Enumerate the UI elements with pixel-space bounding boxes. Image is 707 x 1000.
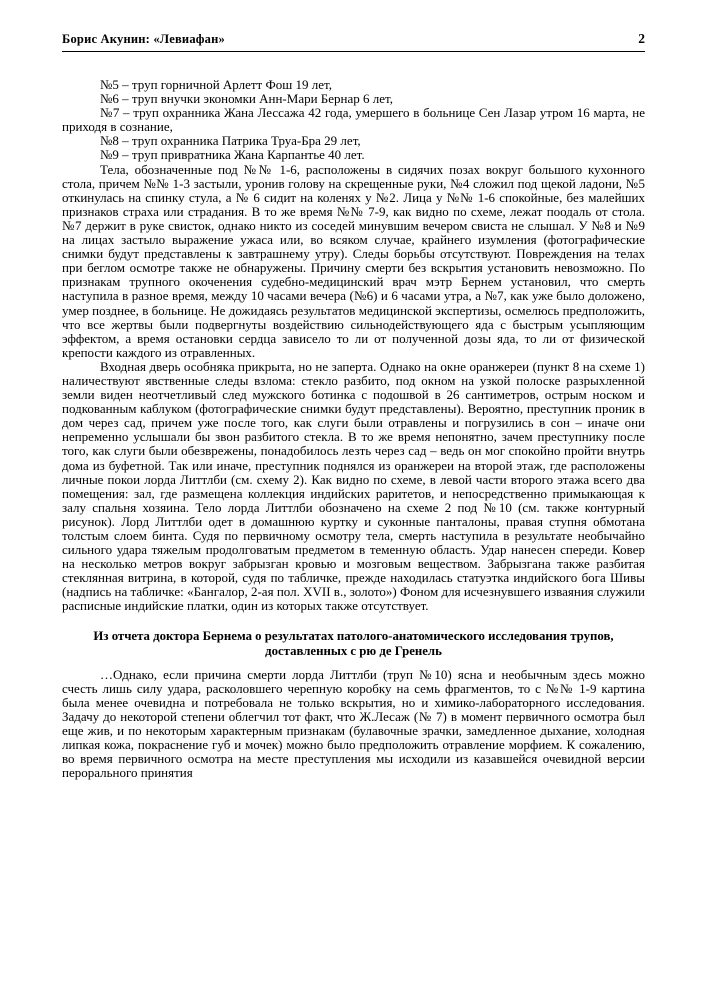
section-heading: Из отчета доктора Бернема о результатах патолого-анатомического исследования трупов, доставленных с рю де Гренель — [93, 628, 614, 658]
victim-list-item-5: №5 – труп горничной Арлетт Фош 19 лет, — [100, 77, 332, 92]
paragraph-crime-scene: Входная дверь особняка прикрыта, но не заперта. Однако на окне оранжереи (пункт 8 на схеме 1) наличествуют явственные следы взлома: стекло разбито, под окном на узкой полоске разрыхленной земли виден неотчетливый след мужского ботинка с подошвой в 26 сантиметров, острым носком и подкованным каблуком (фотографические снимки будут представлены). Вероятно, преступник проник в дом через сад, причем уже после того, как слуги были отравлены и погрузились в сон – иначе они непременно услышали бы звон разбитого стекла. В то же время непонятно, зачем преступнику после того, как слуги были обезврежены, понадобилось лезть через сад – ведь он мог спокойно пройти внутрь дома из буфетной. Так или иначе, преступник поднялся из оранжереи на второй этаж, где расположены личные покои лорда Литтлби (см. схему 2). Как видно по схеме, в левой части второго этажа всего два помещения: зал, где размещена коллекция индийских раритетов, и непосредственно примыкающая к залу спальня хозяина. Тело лорда Литтлби обозначено на схеме 2 под №10 (см. также контурный рисунок). Лорд Литтлби одет в домашнюю куртку и суконные панталоны, правая ступня обмотана толстым слоем бинта. Судя по первичному осмотру тела, смерть наступила в результате необычайно сильного удара тяжелым продолговатым предметом в теменную область. Удар нанесен спереди. Ковер на несколько метров вокруг забрызган кровью и мозговым веществом. Забрызгана также разбитая стеклянная витрина, в которой, судя по табличке, прежде находилась статуэтка индийского бога Шивы (надпись на табличке: «Бангалор, 2-ая пол. XVII в., золото») Фоном для исчезнувшего изваяния служили расписные индийские платки, один из которых также отсутствует. — [62, 358, 645, 614]
victim-list-item-8: №8 – труп охранника Патрика Труа-Бра 29 лет, — [100, 133, 361, 149]
page-number: 2 — [638, 31, 645, 46]
header-rule — [62, 51, 645, 52]
victim-list-item-6: №6 – труп внучки экономки Анн-Мари Бернар 6 лет, — [100, 91, 393, 107]
victim-list-item-9: №9 – труп привратника Жана Карпантье 40 лет. — [100, 147, 365, 163]
paragraph-bodies-description: Тела, обозначенные под №№ 1-6, расположены в сидячих позах вокруг большого кухонного стола, причем №№ 1-3 застыли, уронив голову на скрещенные руки, №4 сложил под щекой ладони, №5 откинулась на спинку стула, а № 6 сидит на коленях у №2. Лица у №№ 1-6 спокойные, без малейших признаков страха или страдания. В то же время №№ 7-9, как видно по схеме, лежат поодаль от стола. №7 держит в руке свисток, однако никто из соседей минувшим вечером свиста не слышал. У №8 и №9 на лицах застыло выражение ужаса или, во всяком случае, крайнего изумления (фотографические снимки будут представлены к завтрашнему утру). Следы борьбы отсутствуют. Повреждения на телах при беглом осмотре также не обнаружены. Причину смерти без вскрытия установить невозможно. По признакам трупного окоченения судебно-медицинский врач мэтр Бернем установил, что смерть наступила в разное время, между 10 часами вечера (№6) и 6 часами утра, а №7, как уже было доложено, умер позднее, в больнице. Не дожидаясь результатов медицинской экспертизы, осмелюсь предположить, что все жертвы были подвергнуты воздействию сильнодействующего яда с быстрым усыпляющим эффектом, а время остановки сердца зависело то ли от полученной дозы яда, то ли от физической крепости каждого из отравленных. — [62, 161, 645, 360]
page-header — [62, 32, 645, 46]
victim-list-item-7: №7 – труп охранника Жана Лессажа 42 года, умершего в больнице Сен Лазар утром 16 марта, не приходя в сознание, — [62, 105, 645, 135]
book-title: Борис Акунин: «Левиафан» — [62, 32, 225, 46]
paragraph-autopsy-report: …Однако, если причина смерти лорда Литтлби (труп №10) ясна и необычным здесь можно счесть лишь силу удара, расколовшего черепную коробку на семь фрагментов, то с №№ 1-9 картина была менее очевидна и потребовала не только вскрытия, но и химико-лабораторного исследования. Задачу до некоторой степени облегчил тот факт, что Ж.Лесаж (№ 7) в момент первичного осмотра был еще жив, и по некоторым характерным признакам (булавочные зрачки, замедленное дыхание, холодная липкая кожа, покраснение губ и мочек) можно было предположить отравление морфием. К сожалению, во время первичного осмотра на месте преступления мы исходили из казавшейся очевидной версии перорального принятия — [62, 666, 645, 781]
page-content — [62, 78, 645, 780]
